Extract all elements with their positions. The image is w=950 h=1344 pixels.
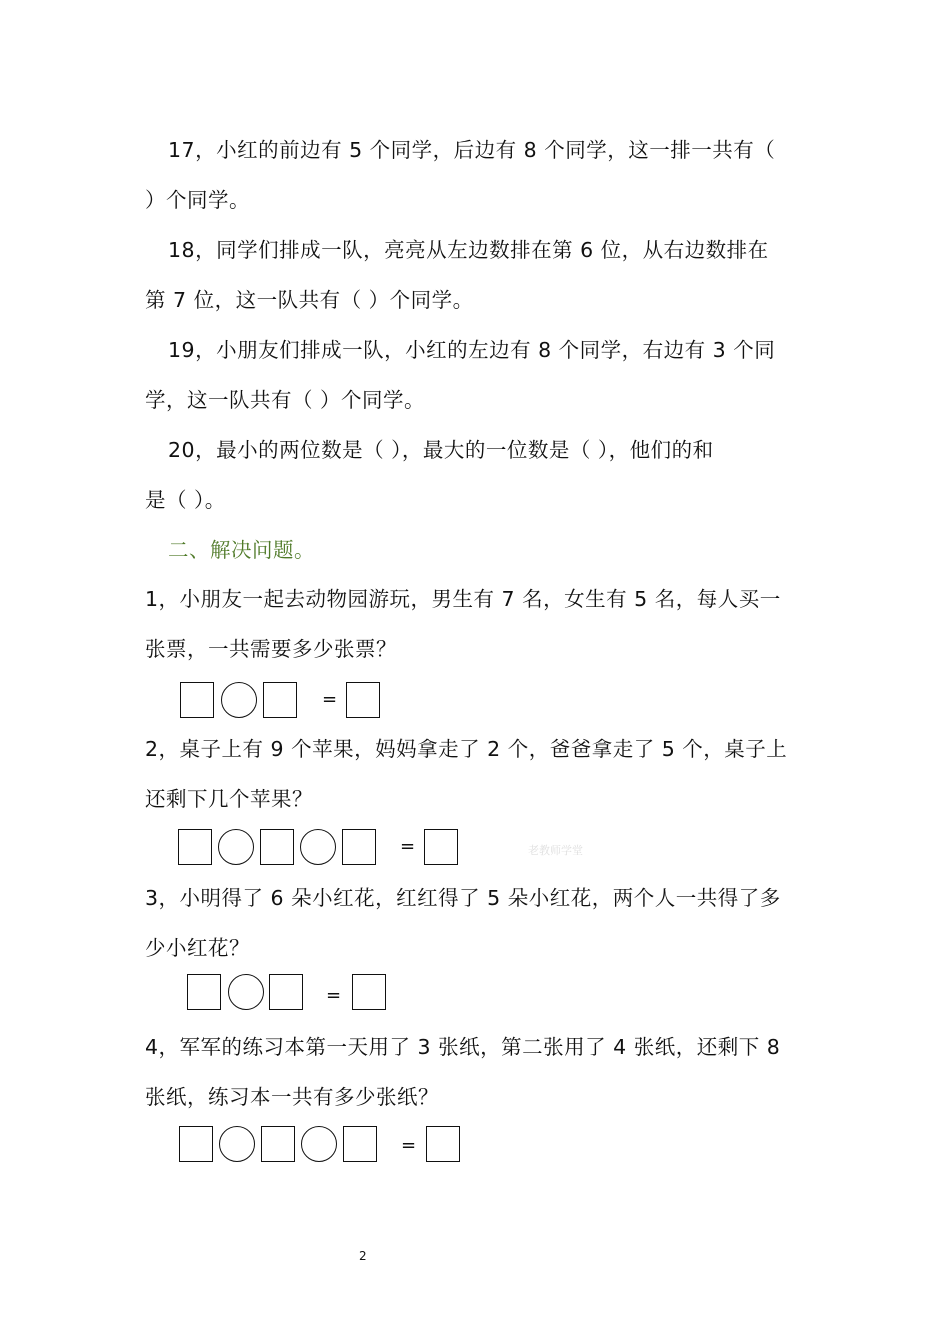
equals-sign: = <box>326 985 342 1006</box>
question-19-line1: 19，小朋友们排成一队，小红的左边有 8 个同学，右边有 3 个同 <box>168 338 776 362</box>
problem-4-line1: 4，军军的练习本第一天用了 3 张纸，第二张用了 4 张纸，还剩下 8 <box>145 1035 781 1059</box>
answer-box[interactable] <box>260 829 294 865</box>
result-box[interactable] <box>346 682 380 718</box>
question-18-line2: 第 7 位，这一队共有（ ）个同学。 <box>145 288 474 312</box>
question-20-line1: 20，最小的两位数是（ ），最大的一位数是（ ），他们的和 <box>168 438 714 462</box>
answer-box[interactable] <box>180 682 214 718</box>
question-17-line1: 17，小红的前边有 5 个同学，后边有 8 个同学，这一排一共有（ <box>168 138 776 162</box>
answer-box[interactable] <box>261 1126 295 1162</box>
result-box[interactable] <box>426 1126 460 1162</box>
result-box[interactable] <box>352 974 386 1010</box>
page-number: 2 <box>359 1249 367 1263</box>
problem-3-line1: 3，小明得了 6 朵小红花，红红得了 5 朵小红花，两个人一共得了多 <box>145 886 781 910</box>
section-heading: 二、解决问题。 <box>168 538 315 562</box>
equals-sign: = <box>400 836 416 857</box>
answer-box[interactable] <box>343 1126 377 1162</box>
answer-box[interactable] <box>179 1126 213 1162</box>
answer-box[interactable] <box>342 829 376 865</box>
answer-box[interactable] <box>178 829 212 865</box>
operator-circle[interactable] <box>301 1126 337 1162</box>
answer-box[interactable] <box>269 974 303 1010</box>
problem-3-line2: 少小红花？ <box>145 936 250 960</box>
answer-box[interactable] <box>187 974 221 1010</box>
question-19-line2: 学，这一队共有（ ）个同学。 <box>145 388 426 412</box>
equals-sign: = <box>322 689 338 710</box>
problem-4-line2: 张纸，练习本一共有多少张纸？ <box>145 1085 439 1109</box>
question-20-line2: 是（ ）。 <box>145 488 226 512</box>
problem-1-line2: 张票，一共需要多少张票？ <box>145 637 397 661</box>
equals-sign: = <box>401 1135 417 1156</box>
operator-circle[interactable] <box>221 682 257 718</box>
operator-circle[interactable] <box>300 829 336 865</box>
problem-1-line1: 1，小朋友一起去动物园游玩，男生有 7 名，女生有 5 名，每人买一 <box>145 587 781 611</box>
watermark: 老教师学堂 <box>528 844 583 857</box>
problem-2-line2: 还剩下几个苹果？ <box>145 787 313 811</box>
problem-2-line1: 2，桌子上有 9 个苹果，妈妈拿走了 2 个，爸爸拿走了 5 个，桌子上 <box>145 737 788 761</box>
question-17-line2: ）个同学。 <box>145 188 250 212</box>
operator-circle[interactable] <box>219 1126 255 1162</box>
answer-box[interactable] <box>263 682 297 718</box>
operator-circle[interactable] <box>228 974 264 1010</box>
question-18-line1: 18，同学们排成一队，亮亮从左边数排在第 6 位，从右边数排在 <box>168 238 769 262</box>
result-box[interactable] <box>424 829 458 865</box>
operator-circle[interactable] <box>218 829 254 865</box>
